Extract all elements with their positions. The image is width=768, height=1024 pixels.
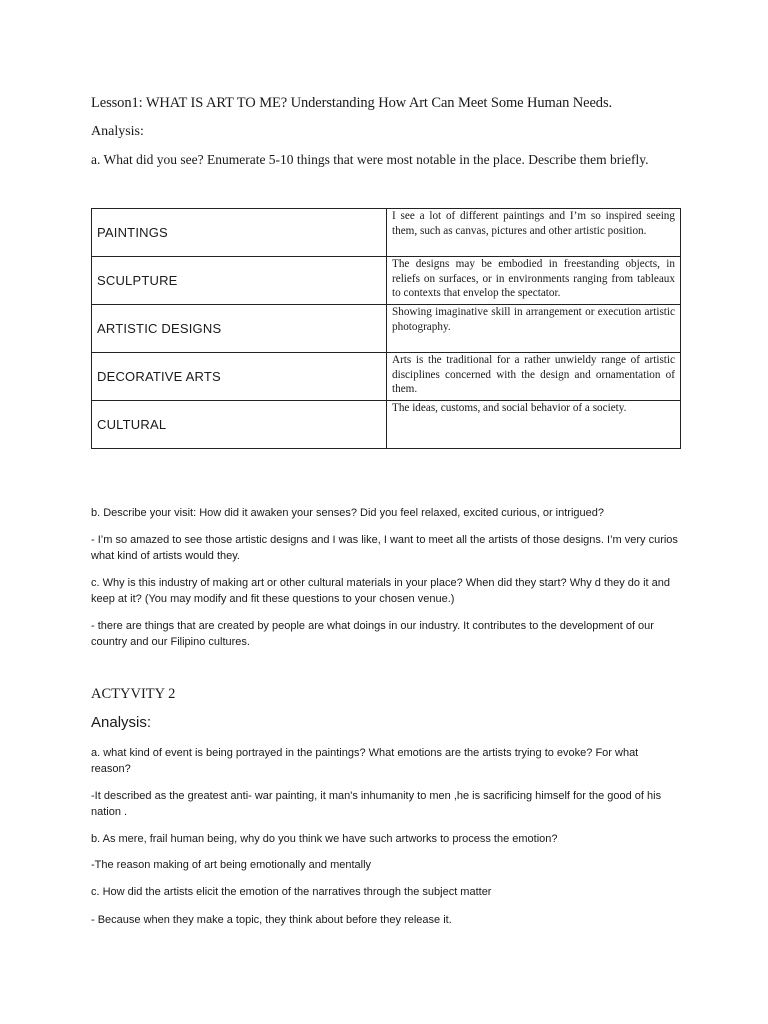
row-description: The ideas, customs, and social behavior of a society. (392, 402, 627, 414)
act2-question-a: a. what kind of event is being portrayed in the paintings? What emotions are the artists trying to evoke? For what reason? (91, 747, 639, 775)
lesson-title: Lesson1: WHAT IS ART TO ME? Understanding How Art Can Meet Some Human Needs. (91, 95, 613, 111)
table-row (92, 401, 681, 449)
act2-question-c: c. How did the artists elicit the emotion of the narratives through the subject matter (91, 886, 492, 898)
analysis-heading: Analysis: (91, 124, 144, 139)
question-b: b. Describe your visit: How did it awaken your senses? Did you feel relaxed, excited curious, or intrigued? (91, 507, 604, 519)
analysis-heading-2: Analysis: (91, 714, 152, 731)
table-cell-label (92, 257, 387, 305)
table-row (92, 353, 681, 401)
table-cell-label (92, 305, 387, 353)
table-row (92, 257, 681, 305)
row-label: DECORATIVE ARTS (97, 369, 221, 384)
row-label: SCULPTURE (97, 273, 178, 288)
table-cell-description (387, 209, 681, 257)
act2-answer-b: -The reason making of art being emotionally and mentally (91, 859, 372, 871)
answer-c: - there are things that are created by people are what doings in our industry. It contributes to the development of our country and our Filipino cultures. (91, 620, 654, 648)
table-cell-label (92, 209, 387, 257)
table-cell-label (92, 353, 387, 401)
act2-answer-c: - Because when they make a topic, they think about before they release it. (91, 914, 452, 926)
act2-answer-a: -It described as the greatest anti- war painting, it man's inhumanity to men ,he is sacrificing himself for the good of his nation . (91, 790, 662, 818)
row-description: Showing imaginative skill in arrangement or execution artistic photography. (392, 306, 675, 333)
table-cell-description (387, 257, 681, 305)
row-description: Arts is the traditional for a rather unwieldy range of artistic disciplines concerned with the design and ornamentation of them. (392, 354, 675, 395)
table-row (92, 209, 681, 257)
table-cell-label (92, 401, 387, 449)
row-label: PAINTINGS (97, 225, 168, 240)
table-cell-description (387, 305, 681, 353)
activity-2-heading: ACTYVITY 2 (91, 686, 176, 702)
row-label: CULTURAL (97, 417, 167, 432)
answer-b: - I’m so amazed to see those artistic designs and I was like, I want to meet all the artists of those designs. I’m very curios what kind of artists would they. (91, 534, 678, 562)
row-label: ARTISTIC DESIGNS (97, 321, 222, 336)
act2-question-b: b. As mere, frail human being, why do you think we have such artworks to process the emotion? (91, 833, 558, 845)
question-a: a. What did you see? Enumerate 5-10 things that were most notable in the place. Describe them briefly. (91, 152, 649, 167)
notable-things-table (91, 208, 681, 449)
table-row (92, 305, 681, 353)
row-description: I see a lot of different paintings and I’m so inspired seeing them, such as canvas, pictures and other artistic position. (392, 210, 675, 237)
question-c: c. Why is this industry of making art or other cultural materials in your place? When did they start? Why d they do it and keep at it? (You may modify and fit these questions to your chosen venue.) (91, 577, 670, 605)
table-cell-description (387, 401, 681, 449)
table-cell-description (387, 353, 681, 401)
row-description: The designs may be embodied in freestanding objects, in reliefs on surfaces, or in environments ranging from tableaux to contexts that envelop the spectator. (392, 258, 675, 299)
